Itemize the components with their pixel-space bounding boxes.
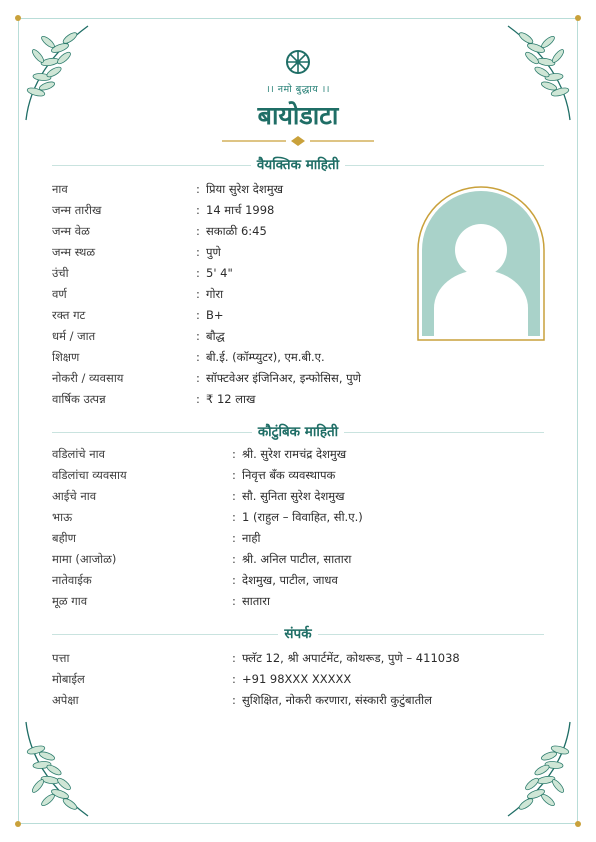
field-label: बहीण (52, 531, 76, 545)
field-separator: : (196, 266, 200, 280)
field-separator: : (196, 182, 200, 196)
field-label: रक्त गट (52, 308, 86, 322)
field-value: 1 (राहुल – विवाहित, सी.ए.) (242, 510, 363, 524)
field-value: सुशिक्षित, नोकरी करणारा, संस्कारी कुटुंबातील (242, 693, 432, 707)
title-divider (222, 135, 374, 147)
field-separator: : (196, 329, 200, 343)
field-label: अपेक्षा (52, 693, 79, 707)
field-separator: : (196, 287, 200, 301)
field-value: +91 98XXX XXXXX (242, 672, 352, 686)
dharma-wheel-icon (284, 48, 312, 76)
field-value: पुणे (206, 245, 221, 259)
field-label: नोकरी / व्यवसाय (52, 371, 124, 385)
corner-dot-top-right (575, 15, 581, 21)
family-row (52, 549, 542, 569)
field-separator: : (196, 392, 200, 406)
field-separator: : (196, 245, 200, 259)
field-label: मूळ गाव (52, 594, 88, 608)
field-value: ₹ 12 लाख (206, 392, 256, 406)
personal-row (52, 389, 506, 409)
field-label: वार्षिक उत्पन्न (52, 392, 106, 406)
field-value: नाही (242, 531, 261, 545)
field-value: देशमुख, पाटील, जाधव (242, 573, 338, 587)
field-label: नातेवाईक (52, 573, 92, 587)
field-separator: : (232, 531, 236, 545)
personal-row (52, 347, 506, 367)
field-separator: : (196, 308, 200, 322)
field-separator: : (232, 573, 236, 587)
field-value: गोरा (206, 287, 224, 301)
field-label: मोबाईल (52, 672, 85, 686)
family-row (52, 444, 542, 464)
field-separator: : (232, 447, 236, 461)
field-label: जन्म स्थळ (52, 245, 96, 259)
field-separator: : (232, 651, 236, 665)
field-separator: : (232, 552, 236, 566)
contact-row (52, 669, 542, 689)
field-label: पत्ता (52, 651, 70, 665)
field-value: प्रिया सुरेश देशमुख (206, 182, 283, 196)
field-value: बी.ई. (कॉम्प्युटर), एम.बी.ए. (206, 350, 325, 364)
field-label: नाव (52, 182, 68, 196)
field-value: श्री. सुरेश रामचंद्र देशमुख (242, 447, 347, 461)
corner-dot-bottom-left (15, 821, 21, 827)
field-separator: : (196, 350, 200, 364)
personal-row (52, 368, 506, 388)
field-value: सातारा (242, 594, 270, 608)
family-row (52, 591, 542, 611)
field-separator: : (232, 594, 236, 608)
field-value: सकाळी 6:45 (206, 224, 267, 238)
section-personal (52, 155, 544, 175)
field-label: उंची (52, 266, 69, 280)
photo-frame (416, 184, 546, 342)
field-value: बौद्ध (206, 329, 225, 343)
field-label: वडिलांचा व्यवसाय (52, 468, 127, 482)
field-separator: : (232, 468, 236, 482)
section-family (52, 422, 544, 442)
field-value: B+ (206, 308, 224, 322)
contact-row (52, 690, 542, 710)
family-row (52, 465, 542, 485)
field-value: श्री. अनिल पाटील, सातारा (242, 552, 352, 566)
field-label: जन्म तारीख (52, 203, 102, 217)
field-value: सॉफ्टवेअर इंजिनिअर, इन्फोसिस, पुणे (206, 371, 361, 385)
field-label: जन्म वेळ (52, 224, 90, 238)
field-separator: : (232, 693, 236, 707)
field-label: मामा (आजोळ) (52, 552, 117, 566)
leaf-branch-icon (496, 720, 576, 820)
section-title-contact: संपर्क (278, 626, 317, 642)
family-row (52, 570, 542, 590)
field-separator: : (232, 510, 236, 524)
field-value: सौ. सुनिता सुरेश देशमुख (242, 489, 345, 503)
field-value: 5' 4" (206, 266, 233, 280)
field-label: भाऊ (52, 510, 73, 524)
mantra-text: ।। नमो बुद्धाय ।। (266, 84, 330, 95)
section-title-family: कौटुंबिक माहिती (252, 424, 344, 440)
field-value: 14 मार्च 1998 (206, 203, 275, 217)
field-separator: : (232, 672, 236, 686)
field-label: आईचे नाव (52, 489, 97, 503)
field-separator: : (232, 489, 236, 503)
corner-dot-top-left (15, 15, 21, 21)
section-title-personal: वैयक्तिक माहिती (251, 157, 345, 173)
field-label: वडिलांचे नाव (52, 447, 106, 461)
family-row (52, 507, 542, 527)
contact-row (52, 648, 542, 668)
field-separator: : (196, 224, 200, 238)
field-value: निवृत्त बँक व्यवस्थापक (242, 468, 336, 482)
leaf-branch-icon (20, 720, 100, 820)
corner-dot-bottom-right (575, 821, 581, 827)
section-contact (52, 624, 544, 644)
page-title: बायोडाटा (257, 101, 339, 130)
family-row (52, 528, 542, 548)
field-label: धर्म / जात (52, 329, 96, 343)
field-label: शिक्षण (52, 350, 80, 364)
field-label: वर्ण (52, 287, 67, 301)
family-row (52, 486, 542, 506)
field-separator: : (196, 371, 200, 385)
field-value: फ्लॅट 12, श्री अपार्टमेंट, कोथरूड, पुणे – 411038 (242, 651, 460, 665)
field-separator: : (196, 203, 200, 217)
